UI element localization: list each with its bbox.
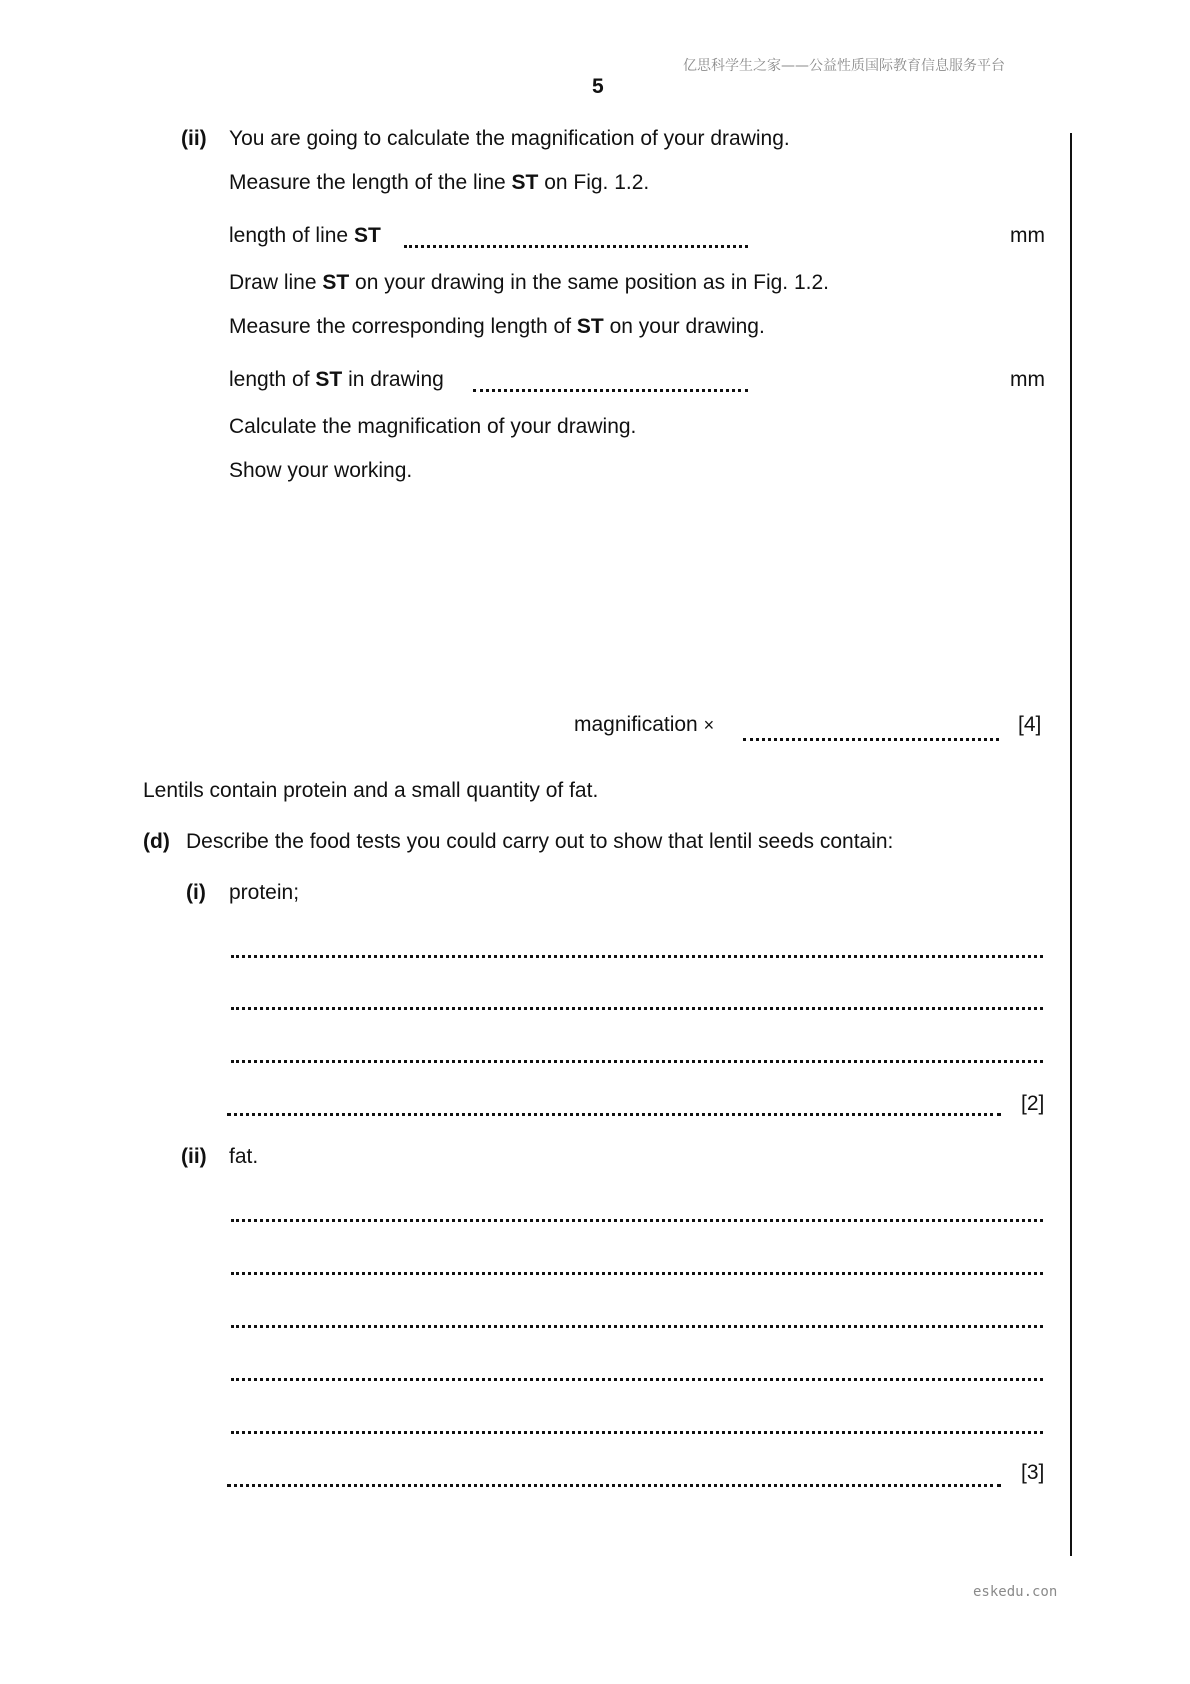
measure-corresponding-instruction [229,315,765,339]
text-run: on your drawing in the same position as in Fig. 1.2. [349,271,829,294]
text-run: on your drawing. [603,315,765,338]
answer-line[interactable] [231,1431,1043,1434]
question-d-i-text: protein; [229,881,300,904]
text-run: Draw line [229,271,323,294]
magnification-label [574,713,714,737]
page-number: 5 [592,75,604,98]
line-label-st: ST [511,171,539,194]
answer-line[interactable] [231,1378,1043,1381]
unit-mm: mm [1010,368,1045,391]
draw-instruction [229,271,829,295]
working-instruction: Show your working. [229,459,413,482]
measure-instruction [229,171,649,195]
question-d-ii-text: fat. [229,1145,259,1168]
footer-site: eskedu.con [973,1584,1058,1600]
lentils-intro: Lentils contain protein and a small quantity of fat. [143,779,599,802]
answer-line[interactable] [231,1272,1043,1275]
text-run: Measure the corresponding length of [229,315,577,338]
text-run: in drawing [342,368,444,391]
answer-line[interactable] [231,1007,1043,1010]
marks-2: [2] [1021,1092,1045,1115]
question-d-text: Describe the food tests you could carry out to show that lentil seeds contain: [186,830,894,853]
unit-mm: mm [1010,224,1045,247]
answer-line[interactable] [227,1484,1001,1487]
text-run: magnification [574,713,698,736]
intro-text: You are going to calculate the magnification of your drawing. [229,127,790,150]
marks-3: [3] [1021,1461,1045,1484]
answer-label-line-length [229,224,381,248]
answer-line[interactable] [231,1325,1043,1328]
text-run: Measure the length of the line [229,171,512,194]
line-label-st: ST [322,271,350,294]
answer-line-magnification[interactable] [743,738,999,741]
line-label-st: ST [315,368,343,391]
answer-line[interactable] [231,955,1043,958]
line-label-st: ST [353,224,381,247]
answer-line[interactable] [227,1113,1001,1116]
question-label-d-i: (i) [186,881,206,904]
answer-line-length-st[interactable] [404,245,748,248]
question-label-c-ii: (ii) [181,127,207,150]
answer-line[interactable] [231,1219,1043,1222]
marks-4: [4] [1018,713,1042,736]
source-watermark: 亿思科学生之家——公益性质国际教育信息服务平台 [683,58,1005,74]
margin-rule [1070,133,1072,1556]
times-symbol: × [703,715,715,735]
text-run: length of [229,368,316,391]
calculate-instruction: Calculate the magnification of your drawing. [229,415,637,438]
question-label-d-ii: (ii) [181,1145,207,1168]
question-label-d: (d) [143,830,170,853]
text-run: on Fig. 1.2. [538,171,650,194]
text-run: length of line [229,224,354,247]
answer-label-drawing-length [229,368,444,392]
answer-line-drawing-length[interactable] [473,389,748,392]
line-label-st: ST [576,315,604,338]
answer-line[interactable] [231,1060,1043,1063]
